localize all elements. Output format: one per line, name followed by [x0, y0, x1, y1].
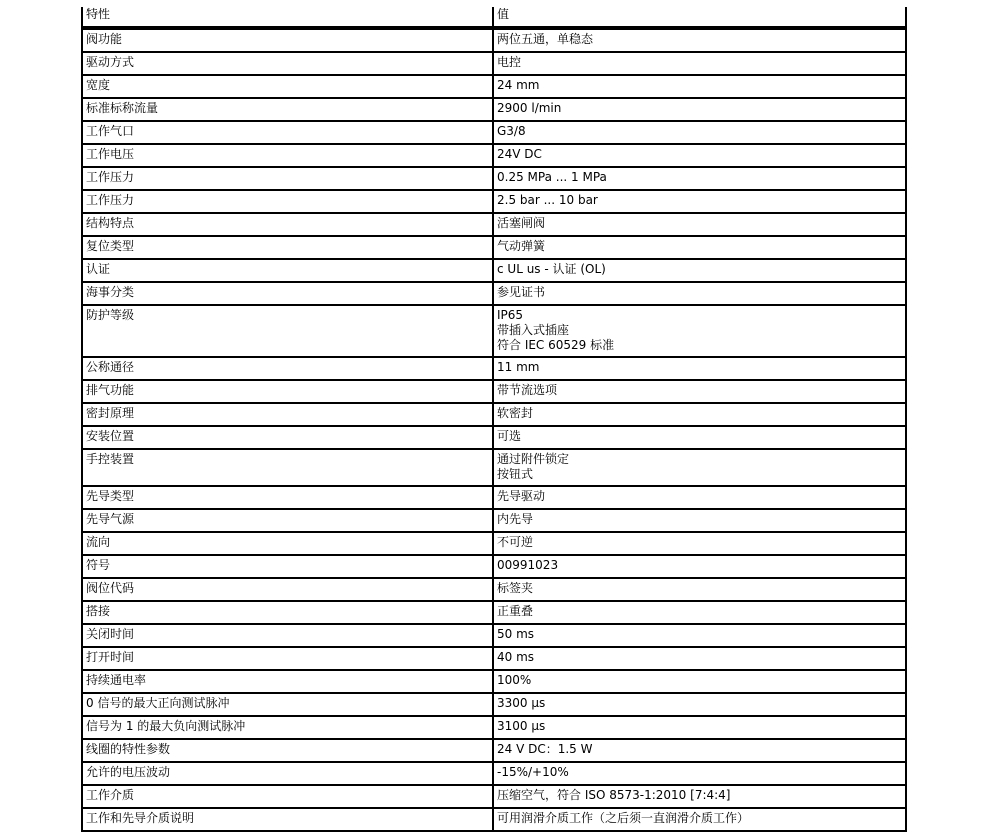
property-cell: 宽度	[82, 75, 493, 98]
table-row	[82, 762, 906, 785]
value-cell	[493, 426, 906, 449]
value-cell	[493, 716, 906, 739]
value-cell	[493, 808, 906, 831]
property-cell: 标准标称流量	[82, 98, 493, 121]
table-row	[82, 509, 906, 532]
value-line: 24V DC	[497, 147, 542, 161]
table-row	[82, 357, 906, 380]
table-row	[82, 578, 906, 601]
value-cell	[493, 785, 906, 808]
table-row	[82, 167, 906, 190]
value-line: 不可逆	[497, 535, 534, 549]
value-line: 压缩空气，符合 ISO 8573-1:2010 [7:4:4]	[497, 788, 731, 802]
value-cell	[493, 305, 906, 357]
table-row	[82, 403, 906, 426]
value-line: 24 V DC：1.5 W	[497, 742, 593, 756]
column-header-property: 特性	[82, 7, 493, 28]
table-row	[82, 486, 906, 509]
table-row	[82, 380, 906, 403]
value-line: 100%	[497, 673, 532, 687]
table-row	[82, 75, 906, 98]
property-cell: 先导气源	[82, 509, 493, 532]
table-row	[82, 426, 906, 449]
table-row	[82, 259, 906, 282]
table-row	[82, 121, 906, 144]
property-cell: 防护等级	[82, 305, 493, 357]
value-line: 气动弹簧	[497, 239, 546, 253]
value-line: 软密封	[497, 406, 534, 420]
table-body	[82, 28, 906, 831]
property-cell: 手控装置	[82, 449, 493, 486]
property-cell: 工作压力	[82, 190, 493, 213]
value-line: 通过附件锁定	[497, 452, 570, 466]
value-cell	[493, 282, 906, 305]
value-cell	[493, 486, 906, 509]
value-line: 两位五通，单稳态	[497, 32, 594, 46]
property-cell: 结构特点	[82, 213, 493, 236]
value-line: 正重叠	[497, 604, 534, 618]
table-row	[82, 739, 906, 762]
property-cell: 安装位置	[82, 426, 493, 449]
table-row	[82, 647, 906, 670]
property-cell: 0 信号的最大正向测试脉冲	[82, 693, 493, 716]
property-cell: 线圈的特性参数	[82, 739, 493, 762]
value-line: 11 mm	[497, 360, 540, 374]
value-line: 活塞闸阀	[497, 216, 546, 230]
value-cell	[493, 624, 906, 647]
table-row	[82, 282, 906, 305]
table-row	[82, 52, 906, 75]
table-row	[82, 716, 906, 739]
table-row	[82, 693, 906, 716]
property-cell: 认证	[82, 259, 493, 282]
table-header-row	[82, 7, 906, 28]
table-row	[82, 305, 906, 357]
value-line: 带节流选项	[497, 383, 558, 397]
property-cell: 先导类型	[82, 486, 493, 509]
value-line: 3100 µs	[497, 719, 546, 733]
value-cell	[493, 75, 906, 98]
property-cell: 阀功能	[82, 28, 493, 52]
property-cell: 复位类型	[82, 236, 493, 259]
value-cell	[493, 532, 906, 555]
value-cell	[493, 380, 906, 403]
value-line: 50 ms	[497, 627, 535, 641]
property-cell: 搭接	[82, 601, 493, 624]
table-row	[82, 785, 906, 808]
value-cell	[493, 670, 906, 693]
value-cell	[493, 601, 906, 624]
property-cell: 密封原理	[82, 403, 493, 426]
value-line: 40 ms	[497, 650, 535, 664]
value-cell	[493, 578, 906, 601]
value-cell	[493, 28, 906, 52]
value-cell	[493, 762, 906, 785]
property-cell: 打开时间	[82, 647, 493, 670]
value-line: 00991023	[497, 558, 559, 572]
column-header-value: 值	[493, 7, 906, 28]
value-line: 24 mm	[497, 78, 540, 92]
table-row	[82, 28, 906, 52]
value-line: 先导驱动	[497, 489, 546, 503]
property-cell: 工作气口	[82, 121, 493, 144]
table-row	[82, 449, 906, 486]
value-cell	[493, 693, 906, 716]
value-line: G3/8	[497, 124, 526, 138]
value-line: 符合 IEC 60529 标准	[497, 338, 615, 352]
value-cell	[493, 647, 906, 670]
value-line: 带插入式插座	[497, 323, 570, 337]
property-cell: 排气功能	[82, 380, 493, 403]
value-cell	[493, 98, 906, 121]
value-cell	[493, 449, 906, 486]
property-cell: 工作和先导介质说明	[82, 808, 493, 831]
value-line: 内先导	[497, 512, 534, 526]
table-row	[82, 190, 906, 213]
value-line: -15%/+10%	[497, 765, 569, 779]
value-cell	[493, 236, 906, 259]
value-line: 按钮式	[497, 467, 534, 481]
value-line: 电控	[497, 55, 522, 69]
value-line: 可选	[497, 429, 522, 443]
property-cell: 工作压力	[82, 167, 493, 190]
table-row	[82, 532, 906, 555]
table-row	[82, 213, 906, 236]
value-cell	[493, 739, 906, 762]
property-cell: 公称通径	[82, 357, 493, 380]
value-cell	[493, 121, 906, 144]
property-cell: 持续通电率	[82, 670, 493, 693]
spec-table	[81, 7, 907, 832]
table-row	[82, 555, 906, 578]
value-cell	[493, 403, 906, 426]
value-line: 3300 µs	[497, 696, 546, 710]
value-line: 2.5 bar ... 10 bar	[497, 193, 598, 207]
table-row	[82, 601, 906, 624]
value-cell	[493, 259, 906, 282]
property-cell: 关闭时间	[82, 624, 493, 647]
table-row	[82, 624, 906, 647]
table-row	[82, 98, 906, 121]
value-line: 参见证书	[497, 285, 546, 299]
table-row	[82, 808, 906, 831]
property-cell: 海事分类	[82, 282, 493, 305]
table-row	[82, 144, 906, 167]
table-row	[82, 670, 906, 693]
property-cell: 允许的电压波动	[82, 762, 493, 785]
property-cell: 阀位代码	[82, 578, 493, 601]
value-cell	[493, 144, 906, 167]
value-line: c UL us - 认证 (OL)	[497, 262, 606, 276]
value-cell	[493, 555, 906, 578]
property-cell: 驱动方式	[82, 52, 493, 75]
property-cell: 工作电压	[82, 144, 493, 167]
property-cell: 符号	[82, 555, 493, 578]
value-cell	[493, 213, 906, 236]
value-line: 可用润滑介质工作（之后须一直润滑介质工作）	[497, 811, 750, 825]
value-cell	[493, 509, 906, 532]
value-line: 2900 l/min	[497, 101, 562, 115]
value-cell	[493, 190, 906, 213]
value-line: 标签夹	[497, 581, 534, 595]
property-cell: 信号为 1 的最大负向测试脉冲	[82, 716, 493, 739]
value-cell	[493, 52, 906, 75]
property-cell: 流向	[82, 532, 493, 555]
value-cell	[493, 357, 906, 380]
value-line: 0.25 MPa ... 1 MPa	[497, 170, 607, 184]
table-row	[82, 236, 906, 259]
value-cell	[493, 167, 906, 190]
value-line: IP65	[497, 308, 524, 322]
property-cell: 工作介质	[82, 785, 493, 808]
